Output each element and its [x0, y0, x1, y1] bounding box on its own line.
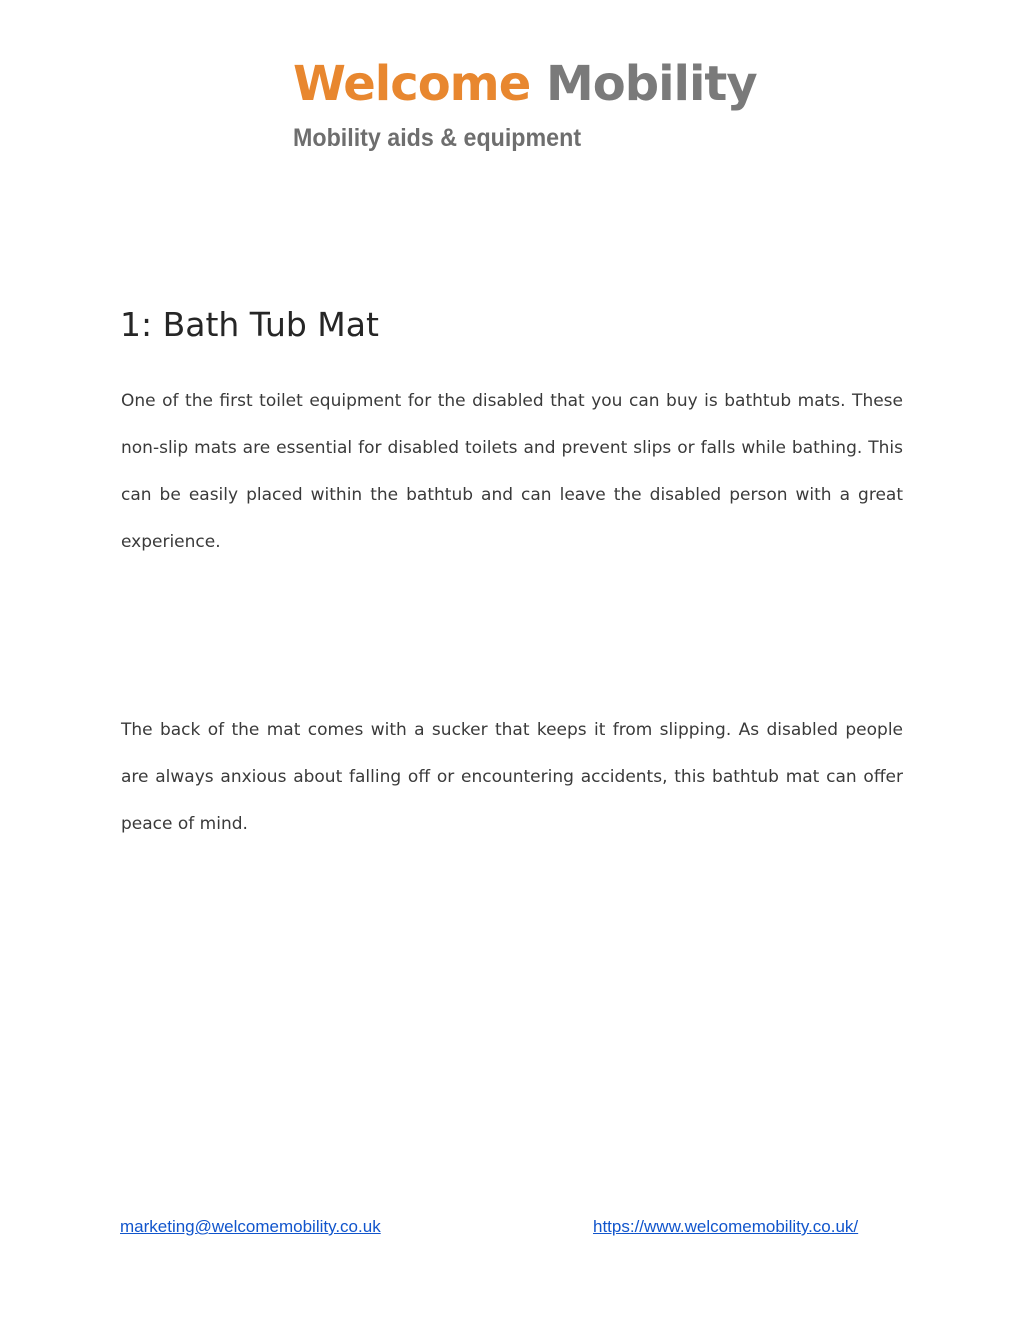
paragraph-intro: One of the first toilet equipment for the disabled that you can buy is bathtub mats. These non-slip mats are essential for disabled toilets and prevent slips or falls while bathing. This can be easily placed within the bathtub and can leave the disabled person with a great experience. — [121, 391, 903, 552]
brand-logo — [293, 52, 757, 154]
footer-email-link[interactable]: marketing@welcomemobility.co.uk — [120, 1217, 381, 1236]
logo-tagline: Mobility aids & equipment — [293, 124, 582, 152]
logo-word-welcome: Welcome — [293, 56, 531, 112]
logo-wordmark — [293, 52, 757, 116]
paragraph-sucker: The back of the mat comes with a sucker that keeps it from slipping. As disabled people are always anxious about falling off or encountering accidents, this bathtub mat can offer peace of mind. — [121, 720, 903, 834]
footer-website-link[interactable]: https://www.welcomemobility.co.uk/ — [593, 1217, 859, 1236]
logo-word-mobility: Mobility — [545, 56, 757, 112]
section-heading: 1: Bath Tub Mat — [120, 305, 379, 344]
